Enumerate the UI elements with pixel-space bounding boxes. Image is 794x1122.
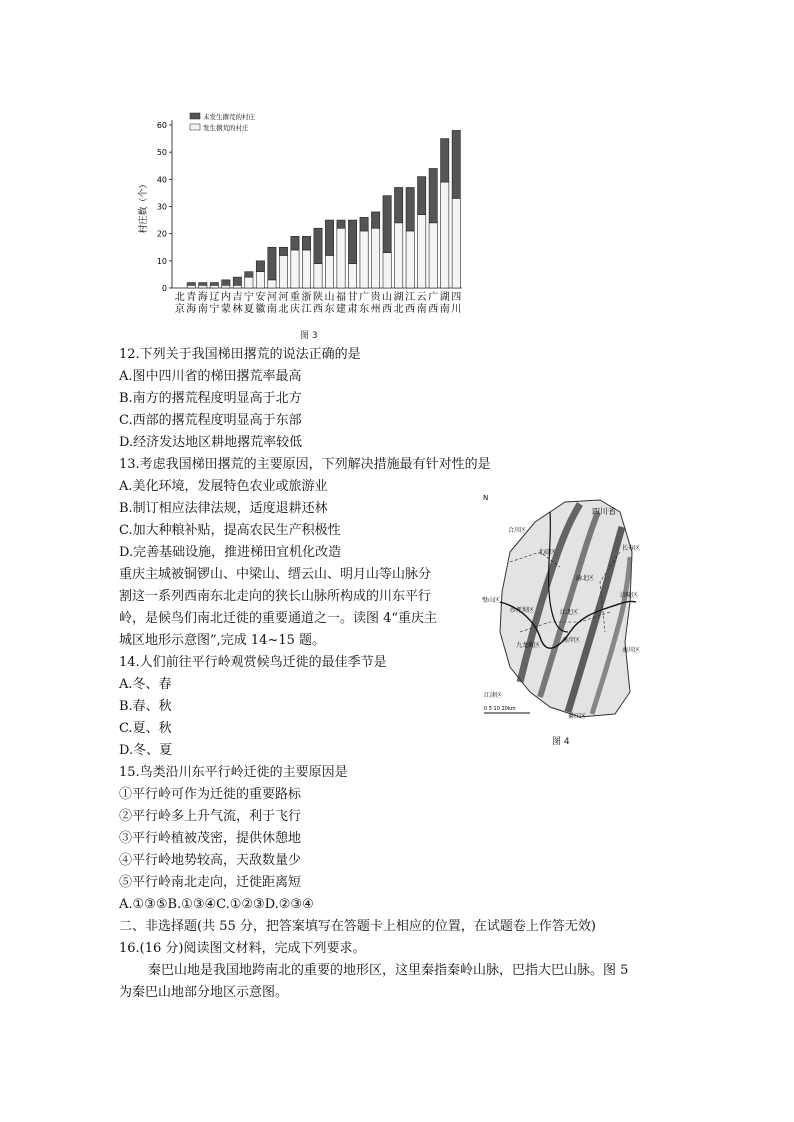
y-tick-label: 60	[156, 121, 167, 130]
map-label-changshou: 长寿区	[622, 545, 641, 552]
intro14-line3: 岭，是候鸟们南北迁徙的重要通道之一。读图 4“重庆主	[119, 611, 438, 626]
x-tick-label-top: 广	[359, 292, 370, 303]
bar-not-abandoned	[245, 272, 253, 277]
x-tick-label-bottom: 西	[313, 304, 323, 315]
map-label-beibei: 北碚区	[538, 549, 557, 556]
x-tick-label-top: 辽	[209, 292, 220, 303]
x-tick-label-top: 贵	[370, 292, 381, 303]
q13-option-c: C.加大种粮补贴，提高农民生产积极性	[119, 523, 341, 538]
x-tick-label-bottom: 北	[278, 304, 289, 315]
x-tick-label-bottom: 宁	[209, 304, 220, 315]
x-tick-label-top: 山	[324, 292, 335, 303]
bar-not-abandoned	[302, 236, 310, 250]
bar-abandoned	[233, 285, 241, 288]
bar-not-abandoned	[360, 217, 368, 231]
bar-not-abandoned	[222, 280, 230, 285]
bar-abandoned	[418, 215, 426, 288]
bar-abandoned	[383, 253, 391, 288]
bar-abandoned	[199, 285, 207, 288]
x-tick-label-top: 吉	[232, 292, 243, 303]
q15-item-5: ⑤平行岭南北走向，迁徙距离短	[119, 875, 302, 890]
q12-stem: 12.下列关于我国梯田撂荒的说法正确的是	[119, 347, 361, 362]
x-tick-label-bottom: 京	[174, 304, 185, 315]
q16-para-line1: 秦巴山地是我国地跨南北的重要的地形区，这里秦指秦岭山脉，巴指大巴山脉。图 5	[148, 963, 629, 978]
map-label-fuling: 涪陵区	[620, 592, 639, 599]
bar-abandoned	[360, 231, 368, 288]
x-tick-label-top: 云	[416, 292, 427, 303]
x-tick-label-bottom: 庆	[289, 304, 300, 315]
bar-abandoned	[394, 223, 402, 288]
q15-item-1: ①平行岭可作为迁徙的重要路标	[119, 787, 302, 802]
x-tick-label-top: 北	[174, 292, 185, 303]
q14-stem: 14.人们前往平行岭观赏候鸟迁徙的最佳季节是	[119, 655, 387, 670]
y-tick-label: 50	[156, 148, 167, 158]
intro14-line1: 重庆主城被铜锣山、中梁山、缙云山、明月山等山脉分	[119, 567, 432, 582]
q14-option-a: A.冬、春	[119, 677, 172, 692]
bar-not-abandoned	[233, 277, 241, 285]
legend-label-abandoned: 发生撂荒的村庄	[203, 124, 249, 132]
map-label-jiangjin: 江津区	[484, 692, 503, 699]
x-tick-label-bottom: 北	[393, 304, 404, 315]
bar-abandoned	[325, 255, 333, 288]
q15-choices: A.①③⑤B.①③④C.①②③D.②③④	[119, 897, 314, 912]
bar-not-abandoned	[325, 220, 333, 255]
map-label-qijiang: 綦江区	[568, 713, 587, 720]
y-tick-label: 30	[156, 202, 167, 212]
map-label-hechuan: 合川区	[508, 527, 527, 534]
x-tick-label-top: 广	[428, 292, 439, 303]
bar-abandoned	[279, 255, 287, 288]
x-tick-label-bottom: 南	[439, 304, 450, 315]
bar-abandoned	[429, 223, 437, 288]
bar-abandoned	[291, 250, 299, 288]
bar-not-abandoned	[314, 228, 322, 263]
q13-option-d: D.完善基础设施，推进梯田宜机化改造	[119, 545, 342, 560]
q14-option-c: C.夏、秋	[119, 721, 172, 736]
q12-option-c: C.西部的撂荒程度明显高于东部	[119, 413, 302, 428]
bar-not-abandoned	[452, 130, 460, 198]
x-tick-label-top: 山	[382, 292, 393, 303]
y-tick-label: 20	[156, 229, 167, 239]
q15-item-4: ④平行岭地势较高，天敌数量少	[119, 853, 302, 868]
x-tick-label-top: 湖	[439, 292, 450, 303]
bar-abandoned	[268, 280, 276, 288]
bar-not-abandoned	[441, 139, 449, 182]
bar-abandoned	[302, 250, 310, 288]
q12-option-b: B.南方的撂荒程度明显高于北方	[119, 391, 302, 406]
x-tick-label-top: 海	[197, 292, 208, 303]
map-north-label: N	[483, 494, 489, 502]
bar-not-abandoned	[383, 196, 391, 253]
bar-abandoned	[222, 285, 230, 288]
map-label-shapingba: 沙坪坝区	[510, 607, 535, 614]
y-tick-label: 0	[161, 284, 167, 293]
bar-abandoned	[256, 272, 264, 288]
q14-option-d: D.冬、夏	[119, 743, 173, 758]
q13-option-b: B.制订相应法律法规，适度退耕还林	[119, 501, 328, 516]
x-tick-label-top: 甘	[347, 292, 358, 303]
x-tick-label-top: 内	[220, 292, 231, 303]
bar-not-abandoned	[268, 247, 276, 280]
legend-swatch-not-abandoned	[190, 113, 200, 119]
map-label-bishan: 璧山区	[482, 597, 501, 604]
x-tick-label-top: 宁	[243, 292, 254, 303]
bar-not-abandoned	[210, 283, 218, 286]
bar-not-abandoned	[371, 212, 379, 228]
q12-option-d: D.经济发达地区耕地撂荒率较低	[119, 435, 303, 450]
x-tick-label-top: 福	[336, 292, 347, 303]
y-axis-label: 村庄数（个）	[139, 179, 149, 234]
fig3-caption: 图 3	[300, 331, 318, 341]
x-tick-label-bottom: 东	[359, 304, 370, 315]
map-label-jiulongpo: 九龙坡区	[516, 642, 541, 649]
village-bar-chart	[130, 100, 470, 330]
bar-abandoned	[406, 231, 414, 288]
x-tick-label-top: 青	[186, 292, 197, 303]
bar-not-abandoned	[199, 283, 207, 286]
intro14-line2: 割这一系列西南东北走向的狭长山脉所构成的川东平行	[119, 589, 432, 604]
q13-option-a: A.美化环境，发展特色农业或旅游业	[119, 479, 328, 494]
bar-abandoned	[245, 277, 253, 288]
x-tick-label-top: 河	[266, 292, 277, 303]
x-tick-label-bottom: 江	[301, 304, 312, 315]
x-tick-label-bottom: 州	[370, 304, 381, 315]
bar-not-abandoned	[418, 177, 426, 215]
x-tick-label-bottom: 海	[186, 304, 197, 315]
map-label-nanan: 南岸区	[562, 637, 581, 644]
bar-not-abandoned	[291, 236, 299, 250]
y-tick-label: 40	[156, 175, 167, 185]
x-tick-label-bottom: 东	[324, 304, 335, 315]
x-tick-label-bottom: 建	[336, 304, 347, 315]
x-tick-label-top: 江	[405, 292, 416, 303]
x-tick-label-bottom: 南	[416, 304, 427, 315]
legend-label-not-abandoned: 未发生撂荒的村庄	[203, 113, 255, 121]
map-label-jiangbei: 江北区	[560, 609, 579, 616]
map-label-province: 四川省	[592, 507, 616, 516]
q15-item-3: ③平行岭植被茂密，提供休憩地	[119, 831, 302, 846]
fig4-caption: 图 4	[552, 737, 570, 747]
bar-abandoned	[337, 228, 345, 288]
q13-stem: 13.考虑我国梯田撂荒的主要原因，下列解决措施最有针对性的是	[119, 457, 491, 472]
map-scale-label: 0 5 10 20km	[484, 706, 516, 712]
x-tick-label-top: 河	[278, 292, 289, 303]
x-tick-label-bottom: 西	[428, 304, 439, 315]
bar-not-abandoned	[348, 220, 356, 263]
bar-not-abandoned	[406, 187, 414, 230]
x-tick-label-bottom: 徽	[255, 304, 266, 315]
bar-not-abandoned	[337, 220, 345, 228]
q15-item-2: ②平行岭多上升气流，利于飞行	[119, 809, 302, 824]
x-tick-label-top: 安	[255, 292, 266, 303]
bar-abandoned	[371, 228, 379, 288]
q15-stem: 15.鸟类沿川东平行岭迁徙的主要原因是	[119, 765, 348, 780]
bar-abandoned	[314, 264, 322, 288]
q14-option-b: B.春、秋	[119, 699, 172, 714]
bar-not-abandoned	[187, 283, 195, 286]
x-tick-label-top: 浙	[301, 292, 312, 303]
map-label-nanchuan: 南川区	[622, 647, 641, 654]
x-tick-label-bottom: 肃	[347, 304, 358, 315]
x-tick-label-bottom: 夏	[243, 304, 254, 315]
x-tick-label-bottom: 林	[232, 304, 243, 315]
bar-abandoned	[210, 285, 218, 288]
x-tick-label-bottom: 南	[197, 304, 208, 315]
chongqing-terrain-map	[480, 492, 641, 722]
bar-abandoned	[452, 198, 460, 288]
intro14-line4: 城区地形示意图”,完成 14~15 题。	[119, 633, 326, 648]
y-tick-label: 10	[156, 256, 167, 266]
x-tick-label-top: 四	[451, 292, 462, 303]
bar-not-abandoned	[429, 168, 437, 222]
bar-not-abandoned	[394, 187, 402, 222]
x-tick-label-bottom: 西	[405, 304, 416, 315]
x-tick-label-bottom: 南	[266, 304, 277, 315]
legend-swatch-abandoned	[190, 124, 200, 130]
bar-not-abandoned	[256, 261, 264, 272]
x-tick-label-bottom: 西	[382, 304, 393, 315]
x-tick-label-top: 湖	[393, 292, 404, 303]
bar-abandoned	[441, 182, 449, 288]
x-tick-label-bottom: 川	[451, 304, 462, 315]
section2-heading: 二、非选择题(共 55 分，把答案填写在答题卡上相应的位置，在试题卷上作答无效)	[119, 919, 596, 934]
x-tick-label-top: 陕	[313, 292, 323, 303]
map-label-yubei: 渝北区	[576, 575, 595, 582]
bar-not-abandoned	[279, 247, 287, 255]
q16-stem: 16.(16 分)阅读图文材料，完成下列要求。	[119, 941, 366, 956]
q16-para-line2: 为秦巴山地部分地区示意图。	[119, 985, 289, 1000]
q12-option-a: A.图中四川省的梯田撂荒率最高	[119, 369, 302, 384]
x-tick-label-top: 重	[289, 292, 300, 303]
bar-abandoned	[187, 285, 195, 288]
x-tick-label-bottom: 蒙	[220, 304, 231, 315]
bar-abandoned	[348, 264, 356, 288]
